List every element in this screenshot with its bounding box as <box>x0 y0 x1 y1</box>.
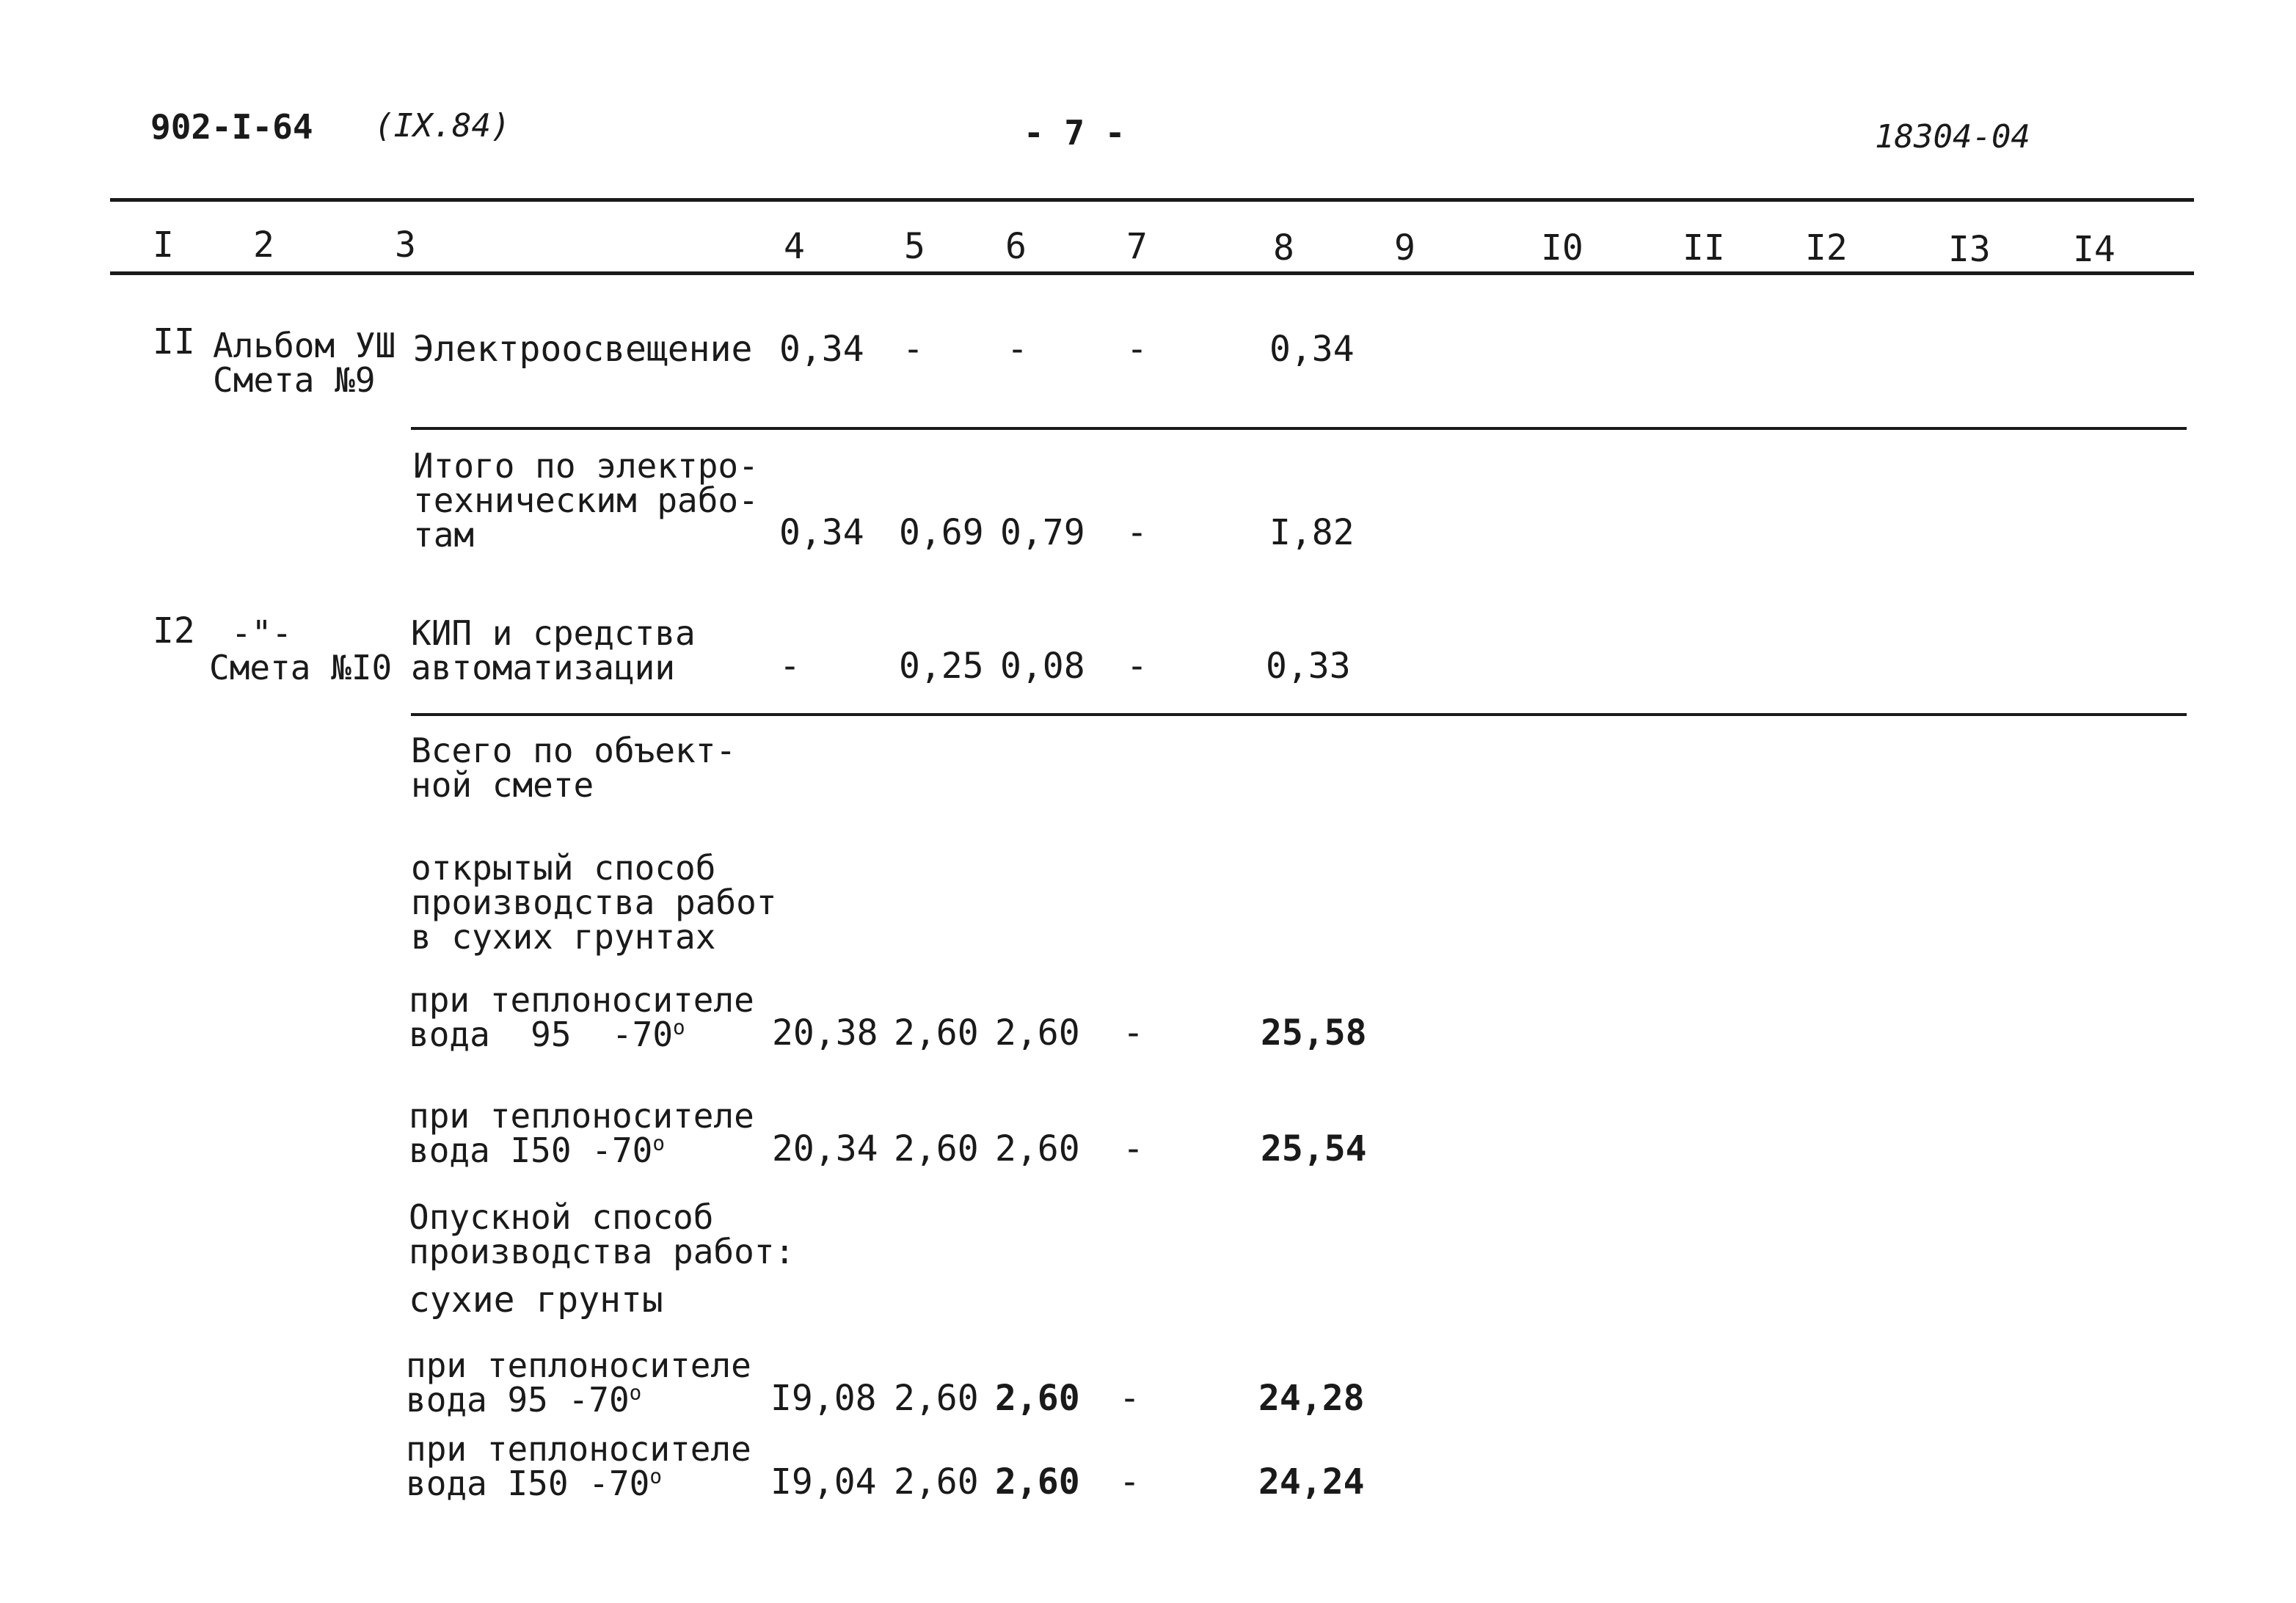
row-12-number: I2 <box>153 610 195 651</box>
sink-150-col-4: I9,04 <box>770 1461 877 1502</box>
sink-150-col-5: 2,60 <box>894 1461 979 1502</box>
column-header-4: 4 <box>784 226 805 267</box>
subtotal-rule-1 <box>411 427 2187 430</box>
row-12-col-8: 0,33 <box>1266 646 1351 687</box>
sink-95-col-5: 2,60 <box>894 1378 979 1419</box>
column-header-14: I4 <box>2073 229 2115 270</box>
open-method-label: открытый способ производства работ в сухих грунтах <box>411 848 777 957</box>
column-header-10: I0 <box>1541 227 1583 269</box>
column-header-12: I2 <box>1805 227 1848 269</box>
open-95-label: при теплоносителе вода 95 $-70^о$ <box>409 980 754 1054</box>
column-header-3: 3 <box>395 224 416 266</box>
subtotal-electro-col-8: I,82 <box>1269 512 1355 553</box>
open-150-label: при теплоносителе вода I50 $-70^о$ <box>409 1096 754 1170</box>
subtotal-rule-2 <box>411 713 2187 716</box>
subtotal-electro-col-5: 0,69 <box>899 512 984 553</box>
row-11-col-8: 0,34 <box>1269 329 1355 370</box>
sink-dry-soil-label: сухие грунты <box>409 1279 663 1321</box>
column-header-7: 7 <box>1126 226 1148 267</box>
row-12-col-4: - <box>779 646 801 687</box>
row-11-col-5: - <box>903 329 924 370</box>
object-total-label: Всего по объект- ной смете <box>411 731 737 805</box>
column-header-8: 8 <box>1273 227 1294 269</box>
row-12-col-6: 0,08 <box>1000 646 1085 687</box>
row-12-reference: -"- Смета №I0 <box>209 613 393 687</box>
subtotal-electro-col-4: 0,34 <box>779 512 864 553</box>
column-header-5: 5 <box>904 226 925 267</box>
sink-method-label: Опускной способ производства работ: <box>409 1197 795 1271</box>
row-11-reference: Альбом УШ Смета №9 <box>213 326 396 400</box>
row-11-col-6: - <box>1007 329 1028 370</box>
open-95-col-6: 2,60 <box>995 1012 1080 1054</box>
column-header-2: 2 <box>253 224 274 266</box>
page-number: - 7 - <box>1024 113 1126 153</box>
column-header-6: 6 <box>1005 226 1027 267</box>
sheet-code: 18304-04 <box>1875 118 2030 156</box>
open-150-col-8: 25,54 <box>1261 1128 1367 1169</box>
subtotal-electro-col-6: 0,79 <box>1000 512 1085 553</box>
sink-95-col-4: I9,08 <box>770 1378 877 1419</box>
row-11-col-4: 0,34 <box>779 329 864 370</box>
column-header-11: II <box>1683 227 1725 269</box>
open-95-col-5: 2,60 <box>894 1012 979 1054</box>
sink-95-label: при теплоносителе вода 95 $-70^о$ <box>406 1345 751 1420</box>
row-12-col-5: 0,25 <box>899 646 984 687</box>
row-12-name: КИП и средства автоматизации <box>411 613 696 687</box>
sink-150-col-7: - <box>1119 1461 1140 1502</box>
open-150-col-6: 2,60 <box>995 1128 1080 1169</box>
subtotal-electro-label: Итого по электро- техническим рабо- там <box>413 446 759 555</box>
column-header-13: I3 <box>1948 229 1991 270</box>
sink-95-col-8: 24,28 <box>1258 1378 1365 1419</box>
sink-150-col-6: 2,60 <box>995 1461 1080 1502</box>
open-150-col-7: - <box>1123 1128 1144 1169</box>
sink-150-label: при теплоносителе вода I50 $-70^о$ <box>406 1429 751 1503</box>
date-note: (IX.84) <box>374 107 511 145</box>
sink-95-col-7: - <box>1119 1378 1140 1419</box>
document-code: 902-I-64 <box>150 107 313 147</box>
sink-150-col-8: 24,24 <box>1258 1461 1365 1502</box>
open-150-col-5: 2,60 <box>894 1128 979 1169</box>
subtotal-electro-col-7: - <box>1126 512 1148 553</box>
open-95-col-4: 20,38 <box>772 1012 878 1054</box>
header-top-rule <box>110 198 2194 202</box>
column-header-9: 9 <box>1394 227 1415 269</box>
column-header-1: I <box>153 224 174 266</box>
header-bottom-rule <box>110 271 2194 275</box>
row-11-number: II <box>153 321 195 362</box>
row-12-col-7: - <box>1126 646 1148 687</box>
open-150-col-4: 20,34 <box>772 1128 878 1169</box>
open-95-col-8: 25,58 <box>1261 1012 1367 1054</box>
sink-95-col-6: 2,60 <box>995 1378 1080 1419</box>
open-95-col-7: - <box>1123 1012 1144 1054</box>
row-11-name: Электроосвещение <box>413 329 753 370</box>
row-11-col-7: - <box>1126 329 1148 370</box>
